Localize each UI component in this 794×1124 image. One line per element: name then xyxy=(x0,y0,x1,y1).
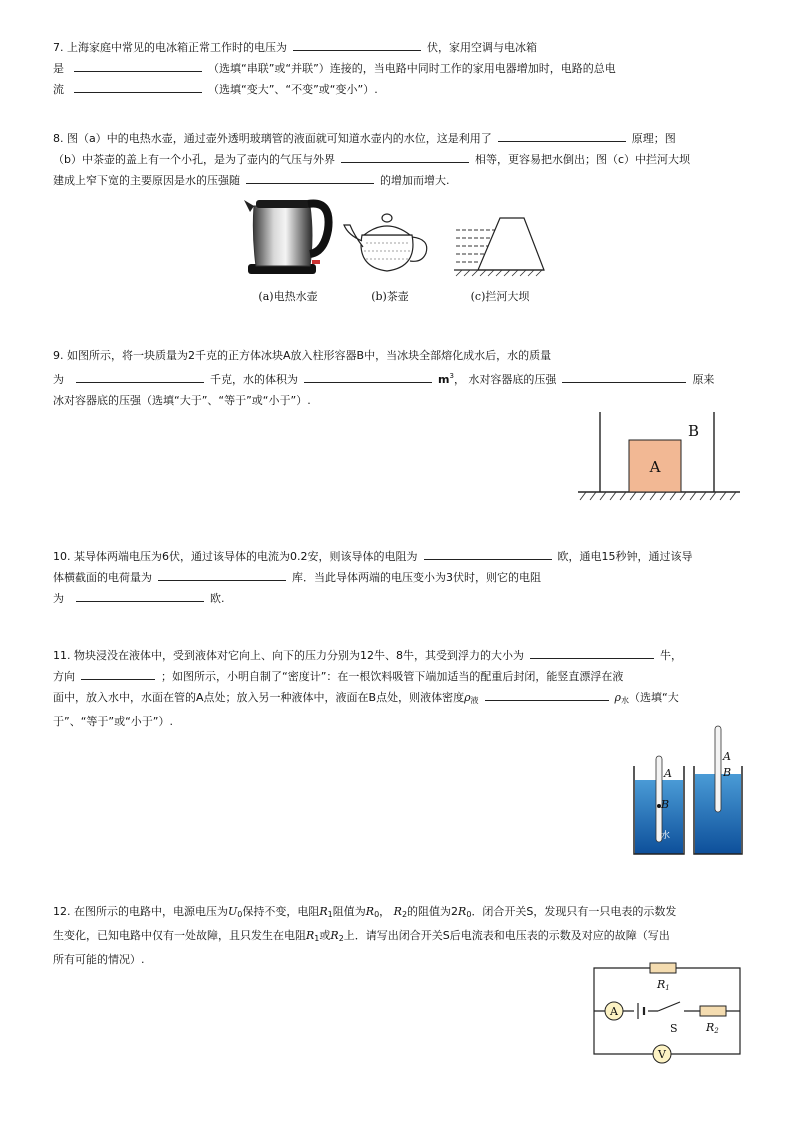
voltmeter-label: V xyxy=(658,1048,666,1061)
q11-line-1: 11. 物块浸没在液体中，受到液体对它向上、向下的压力分别为12牛、8牛，其受到浮力的大小为 牛， xyxy=(53,645,743,666)
question-7 xyxy=(53,37,743,100)
r2-label: R2 xyxy=(706,1021,719,1035)
dam-figure xyxy=(452,212,547,282)
q10-line-2: 体横截面的电荷量为 库．当此导体两端的电压变小为3伏时，则它的电阻 xyxy=(53,567,743,588)
q12-line-2: 生变化，已知电路中仅有一处故障，且只发生在电阻$R_1$或$R_2$上．请写出闭合开关S后电流表和电压表的示数及对应的故障（写出 xyxy=(53,929,670,943)
q8-blank-3[interactable] xyxy=(246,171,374,184)
container-label: B xyxy=(688,422,700,440)
question-11 xyxy=(53,645,743,732)
q8-blank-1[interactable] xyxy=(498,129,626,142)
q7-line-1: 7. 上海家庭中常见的电冰箱正常工作时的电压为 伏，家用空调与电冰箱 xyxy=(53,37,743,58)
q10-line-1: 10. 某导体两端电压为6伏，通过该导体的电流为0.2安，则该导体的电阻为 欧，通电15秒钟，通过该导 xyxy=(53,546,743,567)
q7-blank-1[interactable] xyxy=(293,38,421,51)
electric-kettle-figure xyxy=(240,190,335,280)
teapot-figure xyxy=(342,205,432,275)
switch-label: S xyxy=(670,1022,678,1035)
q12-line-1: 12. 在图所示的电路中，电源电压为$U_0$保持不变，电阻$R_1$阻值为$R_0$， $R_2$的阻值为$2R_0$．闭合开关S，发现只有一只电表的示数发 xyxy=(53,905,677,919)
right-label-A: A xyxy=(723,750,731,763)
right-label-B: B xyxy=(723,766,732,779)
q11-line-4: 于”、“等于”或“小于”）. xyxy=(53,715,173,728)
r1-label: R1 xyxy=(657,978,670,992)
q12-line-3: 所有可能的情况）. xyxy=(53,953,145,966)
density-meter-figure xyxy=(630,722,744,858)
ice-block-label: A xyxy=(649,458,661,476)
water-label: 水 xyxy=(661,831,671,841)
q11-blank-3[interactable] xyxy=(485,688,609,701)
q11-blank-2[interactable] xyxy=(81,667,155,680)
caption-c: (c)拦河大坝 xyxy=(470,290,530,303)
q7-blank-2[interactable] xyxy=(74,59,202,72)
q7-line-2: 是 （选填“串联”或“并联”）连接的，当电路中同时工作的家用电器增加时，电路的总电 xyxy=(53,58,743,79)
question-9 xyxy=(53,345,743,411)
ammeter-label: A xyxy=(610,1005,618,1018)
left-label-A: A xyxy=(664,767,672,780)
q8-line-1: 8. 图（a）中的电热水壶，通过壶外透明玻璃管的液面就可知道水壶内的水位，这是利用了 原理；图 xyxy=(53,128,743,149)
q8-line-3: 建成上窄下宽的主要原因是水的压强随 的增加而增大. xyxy=(53,170,743,191)
q11-blank-1[interactable] xyxy=(530,646,654,659)
q9-blank-3[interactable] xyxy=(562,370,686,383)
q10-blank-2[interactable] xyxy=(158,568,286,581)
q9-line-2: 为 千克，水的体积为 $m^3$， 水对容器底的压强 原来 xyxy=(53,372,715,386)
caption-b: (b)茶壶 xyxy=(371,290,409,303)
q11-line-3: 面中，放入水中，水面在管的A点处；放入另一种液体中，液面在B点处，则液体密度$\rho_液$ $\rho_水$（选填“大 xyxy=(53,687,743,711)
ice-container-figure xyxy=(576,408,744,504)
q8-line-2: （b）中茶壶的盖上有一个小孔，是为了壶内的气压与外界 相等，更容易把水倒出；图（c）中拦河大坝 xyxy=(53,149,743,170)
question-10 xyxy=(53,546,743,609)
q7-number: 7. xyxy=(53,41,64,54)
q11-line-2: 方向 ；如图所示，小明自制了“密度计”：在一根饮料吸管下端加适当的配重后封闭，能竖直漂浮在液 xyxy=(53,666,743,687)
q9-line-1: 9. 如图所示，将一块质量为2千克的正方体冰块A放入柱形容器B中，当冰块全部熔化成水后，水的质量 xyxy=(53,349,552,362)
q9-blank-1[interactable] xyxy=(76,370,204,383)
q8-blank-2[interactable] xyxy=(341,150,469,163)
caption-a: (a)电热水壶 xyxy=(258,290,318,303)
q10-blank-3[interactable] xyxy=(76,589,204,602)
q7-line-3: 流 （选填“变大”、“不变”或“变小”）. xyxy=(53,79,743,100)
circuit-diagram xyxy=(590,958,744,1066)
q9-line-3: 冰对容器底的压强（选填“大于”、“等于”或“小于”）. xyxy=(53,394,311,407)
q9-blank-2[interactable] xyxy=(304,370,432,383)
q10-blank-1[interactable] xyxy=(424,547,552,560)
q10-line-3: 为 欧. xyxy=(53,588,743,609)
q7-blank-3[interactable] xyxy=(74,80,202,93)
left-label-B: B xyxy=(661,798,670,811)
question-8 xyxy=(53,128,743,191)
